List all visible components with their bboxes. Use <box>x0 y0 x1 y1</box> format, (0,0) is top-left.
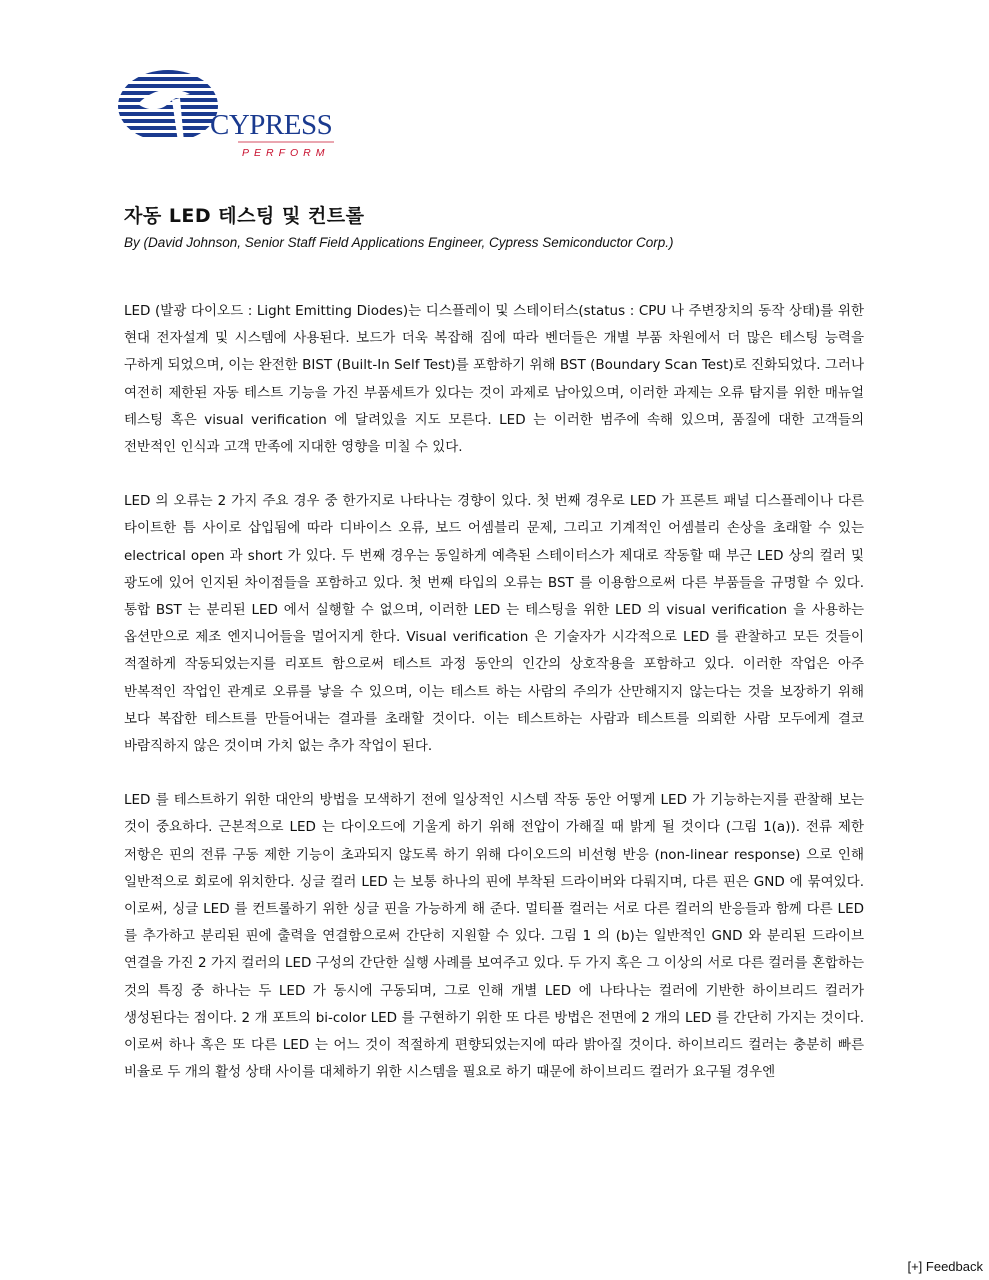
article-body <box>124 298 864 1113</box>
cypress-logo <box>118 68 340 162</box>
document-title: 자동 LED 테스팅 및 컨트롤 <box>124 205 365 227</box>
feedback-link[interactable]: [+] Feedback <box>907 1259 983 1274</box>
logo-tagline: PERFORM <box>242 147 330 159</box>
author-byline: By (David Johnson, Senior Staff Field Applications Engineer, Cypress Semiconductor Corp.) <box>124 235 674 250</box>
paragraph-1: LED (발광 다이오드 : Light Emitting Diodes)는 디스플레이 및 스테이터스(status : CPU 나 주변장치의 동작 상태)를 위한 현대 전자설계 및 시스템에 사용된다. 보드가 더욱 복잡해 짐에 따라 벤더들은 개별 부품 차원에서 더 많은 테스팅 능력을 구하게 되었으며, 이는 완전한 BIST (Built-In Self Test)를 포함하기 위해 BST (Boundary Scan Test)로 진화되었다. 그러나 여전히 제한된 자동 테스트 기능을 가진 부품세트가 있다는 것이 과제로 남아있으며, 이러한 과제는 오류 탐지를 위한 매뉴얼 테스팅 혹은 visual verification 에 달려있을 지도 모른다. LED 는 이러한 범주에 속해 있으며, 품질에 대한 고객들의 전반적인 인식과 고객 만족에 지대한 영향을 미칠 수 있다. <box>124 303 864 456</box>
globe-stripes <box>118 70 218 142</box>
cypress-logo-graphic <box>118 68 340 162</box>
paragraph-2: LED 의 오류는 2 가지 주요 경우 중 한가지로 나타나는 경향이 있다. 첫 번째 경우로 LED 가 프론트 패널 디스플레이나 다른 타이트한 틈 사이로 삽입됨에 따라 디바이스 오류, 보드 어셈블리 문제, 그리고 기계적인 어셈블리 손상을 초래할 수 있는 electrical open 과 short 가 있다. 두 번째 경우는 동일하게 예측된 스테이터스가 제대로 작동할 때 부근 LED 상의 컬러 및 광도에 있어 인지된 차이점들을 포함하고 있다. 첫 번째 타입의 오류는 BST 를 이용함으로써 다른 부품들을 규명할 수 있다. 통합 BST 는 분리된 LED 에서 실행할 수 없으며, 이러한 LED 는 테스팅을 위한 LED 의 visual verification 을 사용하는 옵션만으로 제조 엔지니어들을 멀어지게 한다. Visual verification 은 기술자가 시각적으로 LED 를 관찰하고 모든 것들이 적절하게 작동되었는지를 리포트 함으로써 테스트 과정 동안의 인간의 상호작용을 포함하고 있다. 이러한 작업은 아주 반복적인 작업인 관계로 오류를 낳을 수 있으며, 이는 테스트 하는 사람의 주의가 산만해지지 않는다는 것을 보장하기 위해 보다 복잡한 테스트를 만들어내는 결과를 초래할 것이다. 이는 테스트하는 사람과 테스트를 의뢰한 사람 모두에게 결코 바람직하지 않은 것이며 가치 없는 추가 작업이 된다. <box>124 493 864 755</box>
logo-brand: CYPRESS <box>210 109 333 141</box>
paragraph-3: LED 를 테스트하기 위한 대안의 방법을 모색하기 전에 일상적인 시스템 작동 동안 어떻게 LED 가 기능하는지를 관찰해 보는 것이 중요하다. 근본적으로 LED 는 다이오드에 기울게 하기 위해 전압이 가해질 때 밝게 될 것이다 (그림 1(a)). 전류 제한 저항은 핀의 전류 구동 제한 기능이 초과되지 않도록 하기 위해 다이오드의 비선형 반응 (non-linear response) 으로 인해 일반적으로 회로에 위치한다. 싱글 컬러 LED 는 보통 하나의 핀에 부착된 드라이버와 다뤄지며, 다른 핀은 GND 에 묶여있다. 이로써, 싱글 LED 를 컨트롤하기 위한 싱글 핀을 가능하게 해 준다. 멀티플 컬러는 서로 다른 컬러의 반응들과 함께 다른 LED 를 추가하고 분리된 핀에 출력을 연결함으로써 간단히 지원할 수 있다. 그림 1 의 (b)는 일반적인 GND 와 분리된 드라이브 연결을 가진 2 가지 컬러의 LED 구성의 간단한 실행 사례를 보여주고 있다. 두 가지 혹은 그 이상의 서로 다른 컬러를 혼합하는 것의 특징 중 하나는 두 LED 가 동시에 구동되며, 그로 인해 개별 LED 에 나타나는 컬러에 기반한 하이브리드 컬러가 생성된다는 점이다. 2 개 포트의 bi-color LED 를 구현하기 위한 또 다른 방법은 전면에 2 개의 LED 를 간단히 가지는 것이다. 이로써 하나 혹은 또 다른 LED 는 어느 것이 적절하게 편향되었는지에 따라 밝아질 것이다. 하이브리드 컬러는 충분히 빠른 비율로 두 개의 활성 상태 사이를 대체하기 위한 시스템을 필요로 하기 때문에 하이브리드 컬러가 요구될 경우엔 <box>124 792 864 1081</box>
